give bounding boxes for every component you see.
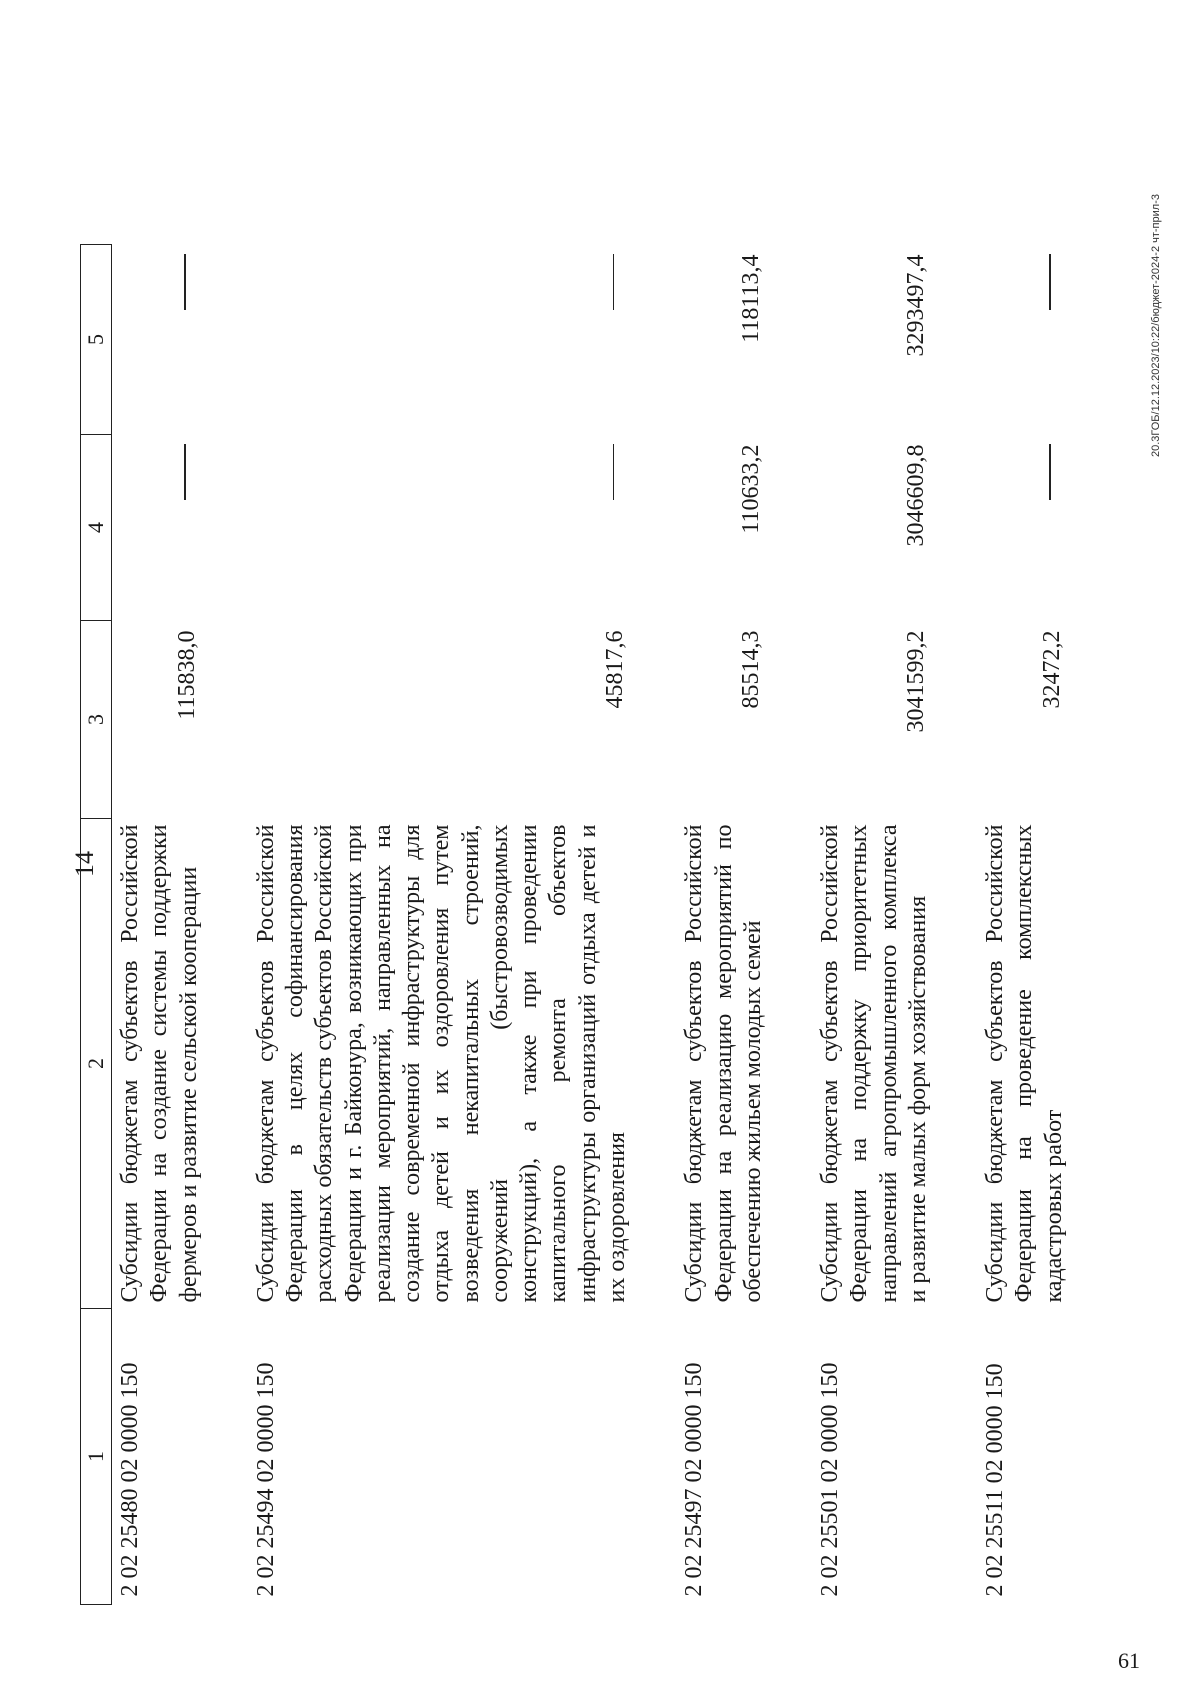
row-col4: 3046609,8 <box>902 444 929 547</box>
dash-mark <box>184 255 186 311</box>
row-description: Субсидии бюджетам субъектов Российской Федерации в целях софинансирования расходных обязательств субъектов Российской Федерации и г. Байконура, возникающих при реализации мероприятий, направленных на создание современной инфраструктуры для отдыха детей и их оздоровления путем возведения некапитальных строений, сооружений (быстровозводимых конструкций), а также при проведении капитального ремонта объектов инфраструктуры организаций отдыха детей и их оздоровления <box>252 824 630 1303</box>
header-col-3: 3 <box>81 621 112 819</box>
row-col4 <box>977 435 1069 621</box>
row-col3: 3041599,2 <box>902 630 929 733</box>
table-row <box>977 245 1069 1605</box>
row-col5: 3293497,4 <box>902 254 929 357</box>
row-col5: 118113,4 <box>737 254 764 343</box>
row-col3: 115838,0 <box>173 630 200 720</box>
budget-table <box>80 244 1069 1605</box>
row-col5 <box>977 245 1069 435</box>
dash-mark <box>1049 445 1051 501</box>
footer-stamp: 20.3ГОБ/12.12.2023/10:22/бюджет-2024-2 чт-прил-3 <box>1150 194 1162 457</box>
table-row <box>112 245 204 1605</box>
dash-mark <box>613 255 615 311</box>
sheet-number: 61 <box>1118 1648 1140 1673</box>
row-col4 <box>248 435 632 621</box>
dash-mark <box>1049 255 1051 311</box>
row-code: 2 02 25494 02 0000 150 <box>252 1362 279 1597</box>
row-code: 2 02 25511 02 0000 150 <box>982 1363 1009 1597</box>
page-number: 14 <box>70 851 99 877</box>
row-description: Субсидии бюджетам субъектов Российской Федерации на проведение комплексных кадастровых работ <box>982 824 1067 1303</box>
header-col-2: 2 <box>81 819 112 1309</box>
row-col4 <box>112 435 204 621</box>
row-code: 2 02 25501 02 0000 150 <box>817 1362 844 1597</box>
row-description: Субсидии бюджетам субъектов Российской Федерации на поддержку приоритетных направлений агропромышленного комплекса и развитие малых форм хозяйствования <box>817 824 931 1303</box>
row-description: Субсидии бюджетам субъектов Российской Федерации на реализацию мероприятий по обеспечению жильем молодых семей <box>681 824 766 1303</box>
row-col5 <box>112 245 204 435</box>
header-col-4: 4 <box>81 435 112 621</box>
row-col5 <box>248 245 632 435</box>
table-row <box>676 245 768 1605</box>
row-description: Субсидии бюджетам субъектов Российской Федерации на создание системы поддержки фермеров и развитие сельской кооперации <box>117 824 202 1303</box>
row-code: 2 02 25497 02 0000 150 <box>681 1362 708 1597</box>
header-col-5: 5 <box>81 245 112 435</box>
row-col3: 85514,3 <box>737 630 764 709</box>
dash-mark <box>613 445 615 501</box>
row-col3: 32472,2 <box>1038 630 1065 709</box>
row-col4: 110633,2 <box>737 444 764 534</box>
table-row <box>248 245 632 1605</box>
header-col-1: 1 <box>81 1309 112 1605</box>
row-code: 2 02 25480 02 0000 150 <box>117 1362 143 1597</box>
dash-mark <box>184 445 186 501</box>
table-row <box>812 245 933 1605</box>
table-header-row <box>81 245 112 1605</box>
row-col3: 45817,6 <box>601 630 628 709</box>
